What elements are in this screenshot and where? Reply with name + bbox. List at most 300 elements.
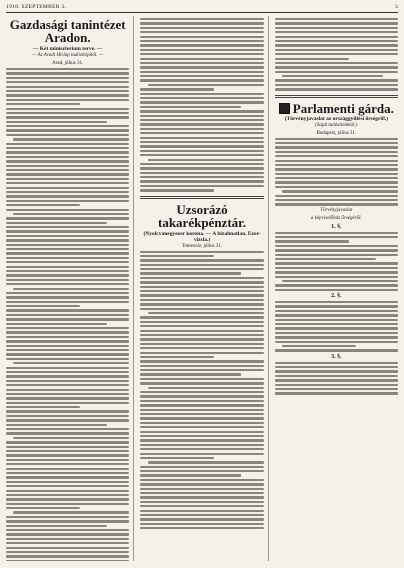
- text-line: [140, 294, 263, 296]
- text-line: [275, 44, 398, 46]
- text-line: [6, 173, 129, 175]
- text-line: [275, 276, 398, 278]
- text-line: [275, 203, 398, 205]
- text-line: [275, 142, 398, 144]
- text-line: [6, 481, 129, 483]
- text-line: [140, 251, 263, 253]
- text-line: [140, 373, 241, 375]
- text-line: [275, 31, 398, 33]
- text-line: [275, 362, 398, 364]
- text-line: [140, 316, 263, 318]
- article-body-parlamenti-1: [275, 138, 398, 206]
- text-line: [6, 446, 129, 448]
- text-line: [6, 86, 129, 88]
- text-line: [140, 439, 263, 441]
- text-line: [140, 426, 263, 428]
- text-line: [140, 321, 263, 323]
- text-line: [140, 132, 263, 134]
- article-body-gazdasagi: [6, 68, 129, 561]
- text-line: [140, 93, 263, 95]
- text-line: [140, 110, 263, 112]
- text-line: [6, 525, 107, 527]
- text-line: [140, 470, 263, 472]
- text-line: [140, 352, 263, 354]
- text-line: [140, 523, 263, 525]
- text-line: [275, 240, 349, 242]
- text-line: [6, 121, 107, 123]
- text-line: [6, 68, 129, 70]
- text-line: [140, 308, 263, 310]
- text-line: [140, 510, 263, 512]
- text-line: [140, 79, 263, 81]
- text-line: [13, 437, 129, 439]
- text-line: [140, 303, 263, 305]
- text-line: [6, 239, 129, 241]
- text-line: [6, 323, 107, 325]
- text-line: [13, 511, 129, 513]
- text-line: [275, 258, 376, 260]
- article-title-uzsorazo: Uzsorázó takarékpénztár.: [157, 201, 246, 230]
- text-line: [6, 279, 129, 281]
- text-line: [6, 384, 129, 386]
- text-line: [140, 527, 263, 529]
- text-line: [6, 94, 129, 96]
- divider: [140, 196, 263, 199]
- text-line: [140, 514, 263, 516]
- text-line: [6, 406, 80, 408]
- text-line: [140, 400, 263, 402]
- text-line: [6, 415, 129, 417]
- text-line: [6, 472, 129, 474]
- text-line: [6, 516, 129, 518]
- text-line: [140, 391, 263, 393]
- text-line: [275, 327, 398, 329]
- text-line: [6, 336, 129, 338]
- text-line: [140, 27, 263, 29]
- text-line: [6, 182, 129, 184]
- text-line: [275, 18, 398, 20]
- text-line: [6, 178, 129, 180]
- text-line: [275, 370, 398, 372]
- text-line: [140, 325, 263, 327]
- text-line: [6, 81, 129, 83]
- text-line: [282, 280, 398, 282]
- text-line: [6, 129, 129, 131]
- text-line: [140, 404, 263, 406]
- text-line: [6, 428, 129, 430]
- article-subtitle-parlamenti: (Törvényjavaslat az országgyűlési őrségről.): [284, 115, 388, 122]
- text-line: [140, 365, 263, 367]
- text-line: [140, 119, 263, 121]
- column-2: [140, 16, 268, 561]
- text-line: [6, 222, 107, 224]
- text-line: [6, 187, 129, 189]
- text-line: [140, 66, 263, 68]
- text-line: [140, 479, 263, 481]
- text-line: [6, 77, 129, 79]
- text-line: [140, 150, 263, 152]
- text-line: [6, 353, 129, 355]
- text-line: [275, 245, 398, 247]
- text-line: [6, 72, 129, 74]
- text-line: [148, 461, 264, 463]
- text-line: [275, 58, 349, 60]
- text-line: [6, 147, 129, 149]
- column-1: [6, 16, 134, 561]
- text-line: [140, 115, 263, 117]
- law-section-subtitle: a képviselőház őrségéről.: [310, 215, 362, 221]
- text-line: [6, 195, 129, 197]
- text-line: [282, 75, 383, 77]
- law-paragraph-3-body: [275, 362, 398, 395]
- text-line: [140, 141, 263, 143]
- text-line: [140, 488, 263, 490]
- text-line: [275, 289, 398, 291]
- text-line: [6, 463, 129, 465]
- article-title-gazdasagi: Gazdasági tanintézet Aradon.: [9, 17, 126, 45]
- text-line: [6, 397, 129, 399]
- text-line: [6, 349, 129, 351]
- text-line: [6, 169, 129, 171]
- text-line: [275, 155, 398, 157]
- text-line: [140, 154, 263, 156]
- text-line: [140, 106, 241, 108]
- text-line: [140, 395, 263, 397]
- text-line: [6, 314, 129, 316]
- law-paragraph-1-body: [275, 232, 398, 291]
- text-line: [6, 551, 129, 553]
- text-line: [140, 417, 263, 419]
- masthead-page: 3: [394, 4, 398, 10]
- text-line: [275, 160, 398, 162]
- text-line: [6, 520, 129, 522]
- text-line: [140, 501, 263, 503]
- text-line: [6, 116, 129, 118]
- text-line: [6, 450, 129, 452]
- text-line: [6, 301, 129, 303]
- text-line: [140, 36, 263, 38]
- text-line: [6, 367, 129, 369]
- text-line: [6, 441, 129, 443]
- text-line: [6, 112, 129, 114]
- text-line: [6, 99, 129, 101]
- text-line: [140, 97, 263, 99]
- text-line: [275, 267, 398, 269]
- text-line: [148, 84, 264, 86]
- text-line: [6, 560, 129, 561]
- text-line: [140, 343, 263, 345]
- text-line: [6, 490, 129, 492]
- text-line: [6, 108, 129, 110]
- text-line: [275, 249, 398, 251]
- text-line: [6, 503, 129, 505]
- masthead: [6, 4, 398, 13]
- text-line: [140, 281, 263, 283]
- text-line: [275, 305, 398, 307]
- text-line: [275, 310, 398, 312]
- text-line: [6, 125, 129, 127]
- text-line: [148, 312, 264, 314]
- text-line: [275, 336, 398, 338]
- text-line: [275, 49, 398, 51]
- text-line: [275, 40, 398, 42]
- text-line: [275, 236, 398, 238]
- text-line: [275, 71, 398, 73]
- parlament-title-row: [275, 102, 398, 115]
- text-line: [140, 299, 263, 301]
- text-line: [140, 356, 214, 358]
- text-line: [140, 137, 263, 139]
- text-line: [140, 71, 263, 73]
- law-paragraph-2: 2. §.: [331, 293, 342, 300]
- text-line: [6, 402, 129, 404]
- text-line: [275, 88, 398, 90]
- text-line: [275, 84, 398, 86]
- text-line: [275, 366, 398, 368]
- text-line: [6, 345, 129, 347]
- text-line: [140, 360, 263, 362]
- text-line: [6, 292, 129, 294]
- text-line: [275, 319, 398, 321]
- text-line: [140, 338, 263, 340]
- text-line: [275, 199, 398, 201]
- text-line: [275, 301, 398, 303]
- text-line: [140, 448, 263, 450]
- text-line: [275, 392, 398, 394]
- text-line: [140, 62, 263, 64]
- text-line: [6, 331, 129, 333]
- text-line: [6, 468, 129, 470]
- text-line: [6, 424, 107, 426]
- text-line: [6, 90, 129, 92]
- text-line: [6, 305, 80, 307]
- text-line: [140, 145, 263, 147]
- column-2-continued-text: [140, 18, 263, 192]
- text-line: [6, 476, 129, 478]
- text-line: [140, 518, 263, 520]
- text-line: [140, 431, 263, 433]
- text-line: [275, 379, 398, 381]
- text-line: [140, 180, 263, 182]
- text-line: [275, 375, 398, 377]
- text-line: [275, 349, 398, 351]
- text-line: [6, 134, 129, 136]
- text-line: [140, 286, 263, 288]
- text-line: [6, 459, 129, 461]
- text-line: [282, 345, 356, 347]
- text-line: [140, 163, 263, 165]
- text-line: [6, 244, 129, 246]
- text-line: [6, 547, 129, 549]
- text-line: [140, 409, 263, 411]
- text-line: [275, 168, 398, 170]
- text-line: [140, 189, 214, 191]
- text-line: [140, 185, 263, 187]
- text-line: [6, 230, 129, 232]
- section-marker-icon: [279, 103, 290, 114]
- text-line: [140, 369, 263, 371]
- text-line: [6, 389, 129, 391]
- text-line: [6, 274, 129, 276]
- text-line: [275, 22, 398, 24]
- text-line: [6, 151, 129, 153]
- text-line: [140, 496, 263, 498]
- text-line: [6, 432, 129, 434]
- article-byline-gazdasagi: — Az Aradi Hírlap tudósítójától. —: [32, 53, 104, 58]
- text-line: [275, 388, 398, 390]
- text-line: [6, 380, 129, 382]
- text-line: [140, 49, 263, 51]
- article-dateline-uzsorazo: Temesvár, július 31.: [181, 243, 223, 249]
- text-line: [6, 555, 129, 557]
- text-line: [140, 466, 263, 468]
- text-line: [6, 494, 129, 496]
- text-line: [140, 505, 263, 507]
- text-line: [140, 334, 263, 336]
- divider: [275, 95, 398, 98]
- text-line: [13, 138, 129, 140]
- text-line: [140, 382, 263, 384]
- article-title-parlamenti: Parlamenti gárda.: [292, 100, 394, 116]
- text-line: [140, 272, 241, 274]
- text-line: [140, 123, 263, 125]
- text-line: [275, 314, 398, 316]
- text-line: [6, 454, 129, 456]
- text-line: [275, 262, 398, 264]
- text-line: [275, 79, 398, 81]
- text-line: [275, 332, 398, 334]
- text-line: [6, 283, 129, 285]
- text-line: [6, 538, 129, 540]
- law-paragraph-3: 3. §.: [331, 353, 342, 360]
- text-line: [140, 347, 263, 349]
- article-dateline-gazdasagi: Arad, július 31.: [52, 61, 84, 66]
- text-line: [6, 160, 129, 162]
- text-line: [140, 492, 263, 494]
- article-byline-parlamenti: (Saját tudósítónktól.): [315, 122, 358, 128]
- text-line: [275, 62, 398, 64]
- text-line: [6, 485, 129, 487]
- text-line: [275, 186, 398, 188]
- text-line: [140, 268, 263, 270]
- text-line: [140, 290, 263, 292]
- article-dateline-parlamenti: Budapest, július 31.: [316, 130, 357, 136]
- text-line: [140, 444, 263, 446]
- text-line: [140, 453, 263, 455]
- text-line: [6, 103, 80, 105]
- law-paragraph-1: 1. §.: [331, 223, 342, 230]
- text-line: [140, 277, 263, 279]
- text-line: [6, 200, 129, 202]
- text-line: [275, 138, 398, 140]
- text-line: [275, 53, 398, 55]
- text-line: [275, 341, 398, 343]
- text-line: [6, 143, 129, 145]
- text-line: [275, 151, 398, 153]
- text-line: [140, 378, 263, 380]
- text-line: [6, 529, 129, 531]
- text-line: [140, 264, 263, 266]
- text-line: [6, 270, 129, 272]
- text-line: [140, 18, 263, 20]
- text-line: [6, 191, 129, 193]
- text-line: [6, 375, 129, 377]
- text-line: [140, 422, 263, 424]
- text-line: [275, 271, 398, 273]
- text-line: [6, 248, 129, 250]
- text-line: [140, 483, 263, 485]
- text-line: [6, 296, 129, 298]
- article-subtitle-gazdasagi: — Két miniszterium terve. —: [32, 46, 103, 52]
- text-line: [140, 172, 263, 174]
- text-line: [140, 255, 214, 257]
- text-line: [140, 101, 263, 103]
- text-line: [140, 75, 263, 77]
- text-line: [6, 533, 129, 535]
- text-line: [140, 22, 263, 24]
- text-line: [6, 309, 129, 311]
- text-line: [6, 235, 129, 237]
- text-line: [275, 27, 398, 29]
- text-line: [13, 213, 129, 215]
- text-line: [6, 340, 129, 342]
- text-line: [275, 164, 398, 166]
- text-line: [140, 167, 263, 169]
- text-line: [275, 36, 398, 38]
- text-line: [140, 413, 263, 415]
- text-line: [6, 165, 129, 167]
- text-line: [148, 159, 264, 161]
- text-line: [275, 66, 398, 68]
- text-line: [6, 358, 129, 360]
- text-line: [140, 474, 241, 476]
- text-line: [6, 217, 129, 219]
- text-line: [6, 318, 129, 320]
- text-line: [6, 156, 129, 158]
- text-line: [6, 498, 129, 500]
- text-line: [140, 128, 263, 130]
- column-3: [275, 16, 398, 561]
- text-line: [140, 88, 214, 90]
- text-line: [6, 507, 80, 509]
- text-line: [6, 209, 129, 211]
- text-line: [282, 190, 398, 192]
- text-line: [275, 254, 398, 256]
- text-line: [275, 323, 398, 325]
- column-3-continued-text: [275, 18, 398, 91]
- text-line: [140, 58, 263, 60]
- text-line: [140, 40, 263, 42]
- text-line: [148, 387, 264, 389]
- text-line: [275, 177, 398, 179]
- text-line: [140, 259, 263, 261]
- text-line: [275, 181, 398, 183]
- text-line: [275, 146, 398, 148]
- text-line: [140, 44, 263, 46]
- text-line: [275, 195, 398, 197]
- law-section-title: Törvényjavaslat: [320, 207, 353, 213]
- text-line: [140, 176, 263, 178]
- law-paragraph-2-body: [275, 301, 398, 352]
- text-line: [6, 410, 129, 412]
- text-line: [6, 226, 129, 228]
- columns: [6, 16, 398, 561]
- text-line: [140, 31, 263, 33]
- text-line: [140, 435, 263, 437]
- text-line: [6, 261, 129, 263]
- text-line: [6, 393, 129, 395]
- text-line: [13, 288, 129, 290]
